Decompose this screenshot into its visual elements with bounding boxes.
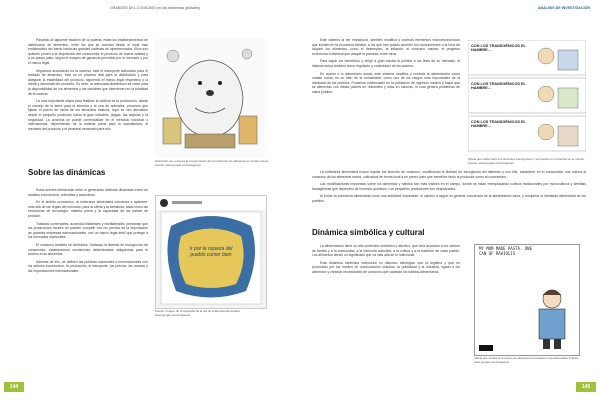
intro-paragraph: Pasando al siguiente eslabón de la cadena, están los establecimientos de distribución de alimentos, entre los que se cuentan desde el local más emblemático del barrio hasta las grandes cadenas de hipermercados. Ellos son quienes ponen a la disposición del consumidor el producto de buena calidad y a un precio justo, según el margen de ganancia permitido por el mercado y por el marco legal. bbox=[28, 38, 148, 65]
comic-panel-text: CON LOS TRANSGÉNICOS EL HAMBRE... bbox=[471, 120, 526, 129]
section-paragraph: Además de ello, se definen las políticas nacionales e internacionales con los actores económicos, la producción, el transporte, los precios, las marcas y las importaciones internacionales. bbox=[28, 259, 148, 273]
middle-paragraph: Al tomar la soberanía alimentaria como una actividad importante, el camino a seguir es generar conciencia de la alimentación sana, y recuperar la identidad alimentaria de los pueblos. bbox=[312, 194, 586, 203]
ravioli-card bbox=[474, 244, 580, 356]
section-paragraph: Tratados comerciales, acuerdos bilaterales y multilaterales, presionan que los productores locales no pueden competir con los precios de la importación de grandes empresas transnacionales, con un marco legal débil que protege a los mercados nacionales. bbox=[28, 221, 148, 240]
card-text: MY MOM MADE PASTA. ONE CAN OF RAVIOLIS bbox=[479, 246, 532, 256]
top-paragraph: En cuanto a lo alimentario social, este sistema modifica y controla la alimentación como unidad social, es un bien de la humanidad, como uno de los rasgos más importantes de la identidad de los pueblos. Podemos evidenciarlo en la población de ingresos medios y bajos que se alimentan con dietas pobres en nutrientes y ricas en calorías, lo cual genera problemas de salud pública. bbox=[312, 71, 460, 94]
intro-column bbox=[28, 38, 148, 150]
middle-paragraph: La soberanía alimentaria busca regular los factores de consumo, modificando la libertad de escogencia del alimento y con ello, establecer en el consumidor una cultura al consumo de los alimentos sanos, cultivados de forma local a un precio justo que beneficie tanto al productor como al consumidor. bbox=[312, 170, 586, 179]
figure1-caption: Ilustración que expresa la concentración de la producción de alimentos en pocas manos. Fuente: www.google.com/imagenes bbox=[155, 159, 269, 167]
top-paragraph: Para lograr los beneficios y dirigir a gran escala la política a los fines de su mercado, el sistema actúa también como regulador y controlador de los actores. bbox=[312, 59, 460, 68]
campaign-image bbox=[155, 195, 267, 309]
symbolic-column bbox=[312, 244, 460, 354]
page-number-left: 144 bbox=[4, 382, 24, 392]
comic-panel-text: CON LOS TRANSGÉNICOS EL HAMBRE... bbox=[471, 44, 526, 53]
intro-paragraph: La más importante etapa para finalizar la cadena es la producción, desde el manejo de la tierra para la siembra y la cría de animales, procesos que fijarán el precio de venta de los alimentos básicos. Aquí se ven afectados desde el pequeño productor hasta la gran industria, plagas, las sequías y la seguridad. La cosecha se puede comercializar en el mercado nacional o internacional, dependiendo de la materia prima para la manufactura, el mercado del producto y el personal necesario para ello. bbox=[28, 99, 148, 131]
page-number-right: 145 bbox=[576, 382, 596, 392]
right-page bbox=[300, 0, 600, 400]
campaign-slogan: Ir por la riqueza del pueblo comer bien bbox=[189, 246, 233, 258]
section-paragraph: Estos actores interactúan entre sí generando distintas dinámicas entre los ámbitos económicos, culturales y simbólicos. bbox=[28, 188, 148, 197]
comic-strip bbox=[468, 40, 586, 155]
figure2-caption: Fuente: Imagen de la campaña de la red de soberanía alimentaria. www.google.com/imagenes bbox=[155, 309, 241, 317]
brand-logo bbox=[479, 345, 493, 351]
section-paragraph: Esta dinámica simbólica estructura un discurso ideológico que la legitima y que es promovido por los medios de comunicación masivos, la publicidad y la industria, ligado a los alimentos y creando necesidades de consumo que cambian los hábitos alimentarios. bbox=[312, 260, 460, 274]
section-title-right: Dinámica simbólica y cultural bbox=[312, 228, 425, 237]
running-head-left: GRANDES DEL CONSUMO (en las dinámicas globales) bbox=[110, 6, 200, 10]
middle-column bbox=[312, 140, 586, 220]
top-paragraph: Este sistema al ser estructural, también modifica y controla elementos macroeconómicos que inciden en la economía familiar, a los que han podido acceder los consumidores a la hora de adquirir los alimentos, como el desempleo, la inflación, el consumo masivo, el progreso económico individual que ataque la pobreza, entre otros. bbox=[312, 38, 460, 56]
polar-bear-illustration bbox=[155, 38, 265, 158]
top-column bbox=[312, 38, 460, 136]
section-title-left: Sobre las dinámicas bbox=[28, 168, 106, 177]
middle-paragraph: Las modificaciones impuestas sobre los alimentos y hábitos son más visibles en el campo, donde se están reemplazando cultivos tradicionales por monocultivos y semillas transgénicas que dependen de insumos químicos. Los pequeños productores son desplazados. bbox=[312, 182, 586, 191]
card-caption: Viñeta que retrata el consumo de alimentos procesados en la dieta diaria. Fuente: www.google.com/imagenes bbox=[474, 356, 579, 364]
dynamics-column bbox=[28, 188, 148, 370]
comic-caption: Viñeta que habla sobre los alimentos transgénicos y su impacto en el hambre en el mundo. Fuente: www.google.com/imagenes bbox=[468, 157, 585, 165]
running-head-right: ANÁLISIS DE INVESTIGACIÓN bbox=[537, 6, 590, 10]
section-paragraph: La alimentación tiene un alto contenido simbólico y afectivo, que está asociado a los valores de familia y a la comunidad, a la memoria colectiva, a la cultura y a la tradición de cada pueblo. Los alimentos tienen un significado que va más allá de lo nutricional. bbox=[312, 244, 460, 258]
section-paragraph: El consumo también se centraliza: Visitando la libertad de escogencia del consumidor, establecemos condiciones determinadas obligatorias para el acceso a los alimentos. bbox=[28, 242, 148, 257]
comic-panel-text: CON LOS TRANSGÉNICOS EL HAMBRE... bbox=[471, 82, 526, 91]
section-paragraph: En el ámbito económico, la soberanía alimentaria comienza a aparecer, más allá de las reglas del mercado, para la oferta y la demanda, dado como las economías de tecnología, materia prima y la capacidad de los países de producir. bbox=[28, 200, 148, 218]
intro-paragraph: Seguimos avanzando en la cadena, está el transporte adecuado para el traslado de alimentos, este es un proceso vital para la distribución y para asegurar la estabilidad del producto, siguiendo el marco legal respectivo y la oferta y demanda del producto. Es decir, la adecuada distribución es clave para la disponibilidad de los alimentos y las variables que intervienen en la totalidad de la cadena. bbox=[28, 68, 148, 96]
